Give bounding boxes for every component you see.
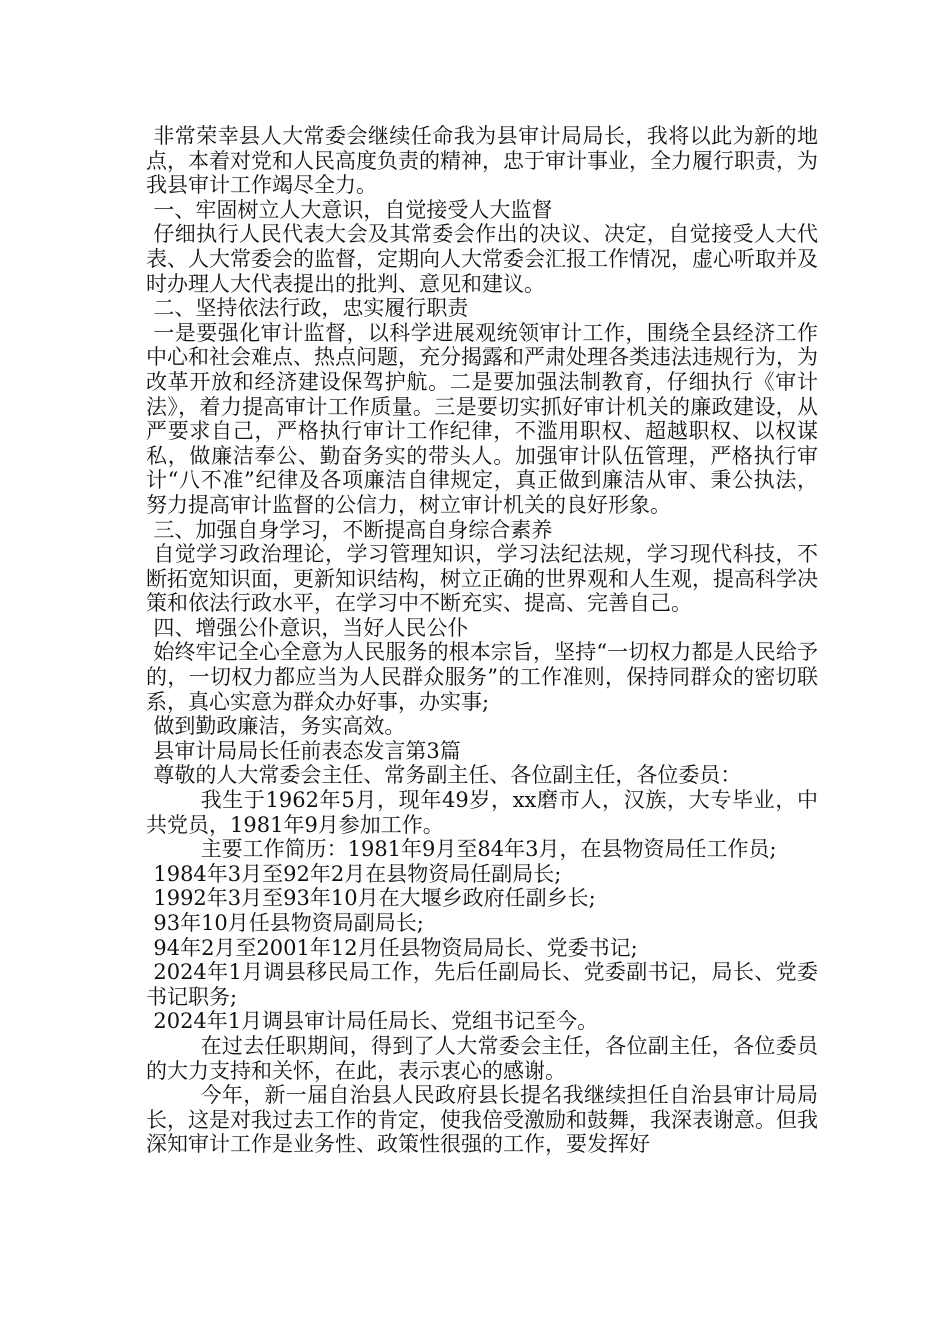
resume-item: 2024年1月调县移民局工作，先后任副局长、党委副书记，局长、党委书记职务;	[146, 960, 818, 1009]
resume-item: 1984年3月至92年2月在县物资局任副局长;	[153, 861, 562, 886]
paragraph-thanks: 在过去任职期间，得到了人大常委会主任，各位副主任，各位委员的大力支持和关怀，在此，表示衷心的感谢。	[146, 1033, 818, 1083]
paragraph-bio: 我生于1962年5月，现年49岁，xx磨市人，汉族，大专毕业，中共党员，1981年9月参加工作。	[146, 788, 818, 837]
paragraph-resume-intro: 主要工作简历：1981年9月至84年3月，在县物资局任工作员;	[200, 837, 777, 862]
resume-item: 2024年1月调县审计局任局长、党组书记至今。	[153, 1009, 599, 1034]
paragraph-intro: 非常荣幸县人大常委会继续任命我为县审计局局长，我将以此为新的地点，本着对党和人民高度负责的精神，忠于审计事业，全力履行职责，为我县审计工作竭尽全力。	[146, 124, 818, 198]
section-heading-2: 二、坚持依法行政，忠实履行职责	[153, 296, 469, 321]
salutation: 尊敬的人大常委会主任、常务副主任、各位副主任，各位委员：	[153, 763, 742, 788]
paragraph-section-4: 始终牢记全心全意为人民服务的根本宗旨，坚持“一切权力都是人民给予的，一切权力都应当为人民群众服务”的工作准则，保持同群众的密切联系，真心实意为群众办好事，办实事;	[146, 640, 818, 714]
article-title: 县审计局局长任前表态发言第3篇	[153, 738, 461, 763]
paragraph-section-2: 一是要强化审计监督，以科学进展观统领审计工作，围绕全县经济工作中心和社会难点、热点问题，充分揭露和严肃处理各类违法违规行为，为改革开放和经济建设保驾护航。二是要加强法制教育，仔细执行《审计法》，着力提高审计工作质量。三是要切实抓好审计机关的廉政建设，从严要求自己，严格执行审计工作纪律，不滥用职权、超越职权、以权谋私，做廉洁奉公、勤奋务实的带头人。加强审计队伍管理，严格执行审计“八不准”纪律及各项廉洁自律规定，真正做到廉洁从审、秉公执法，努力提高审计监督的公信力，树立审计机关的良好形象。	[146, 320, 818, 517]
paragraph-section-1: 仔细执行人民代表大会及其常委会作出的决议、决定，自觉接受人大代表、人大常委会的监督，定期向人大常委会汇报工作情况，虚心听取并及时办理人大代表提出的批判、意见和建议。	[146, 222, 818, 296]
resume-item: 1992年3月至93年10月在大堰乡政府任副乡长;	[153, 886, 596, 911]
paragraph-nomination: 今年，新一届自治县人民政府县长提名我继续担任自治县审计局局长，这是对我过去工作的肯定，使我倍受激励和鼓舞，我深表谢意。但我深知审计工作是业务性、政策性很强的工作，要发挥好	[146, 1083, 818, 1157]
paragraph-section-4-end: 做到勤政廉洁，务实高效。	[153, 714, 406, 739]
paragraph-section-3: 自觉学习政治理论，学习管理知识，学习法纪法规，学习现代科技，不断拓宽知识面，更新知识结构，树立正确的世界观和人生观，提高科学决策和依法行政水平，在学习中不断充实、提高、完善自己。	[146, 542, 818, 616]
document-body	[146, 124, 818, 1157]
resume-item: 94年2月至2001年12月任县物资局局长、党委书记;	[153, 935, 638, 960]
section-heading-4: 四、增强公仆意识，当好人民公仆	[153, 615, 469, 640]
resume-item: 93年10月任县物资局副局长;	[153, 911, 424, 935]
section-heading-3: 三、加强自身学习，不断提高自身综合素养	[153, 517, 553, 542]
section-heading-1: 一、牢固树立人大意识，自觉接受人大监督	[153, 197, 553, 222]
